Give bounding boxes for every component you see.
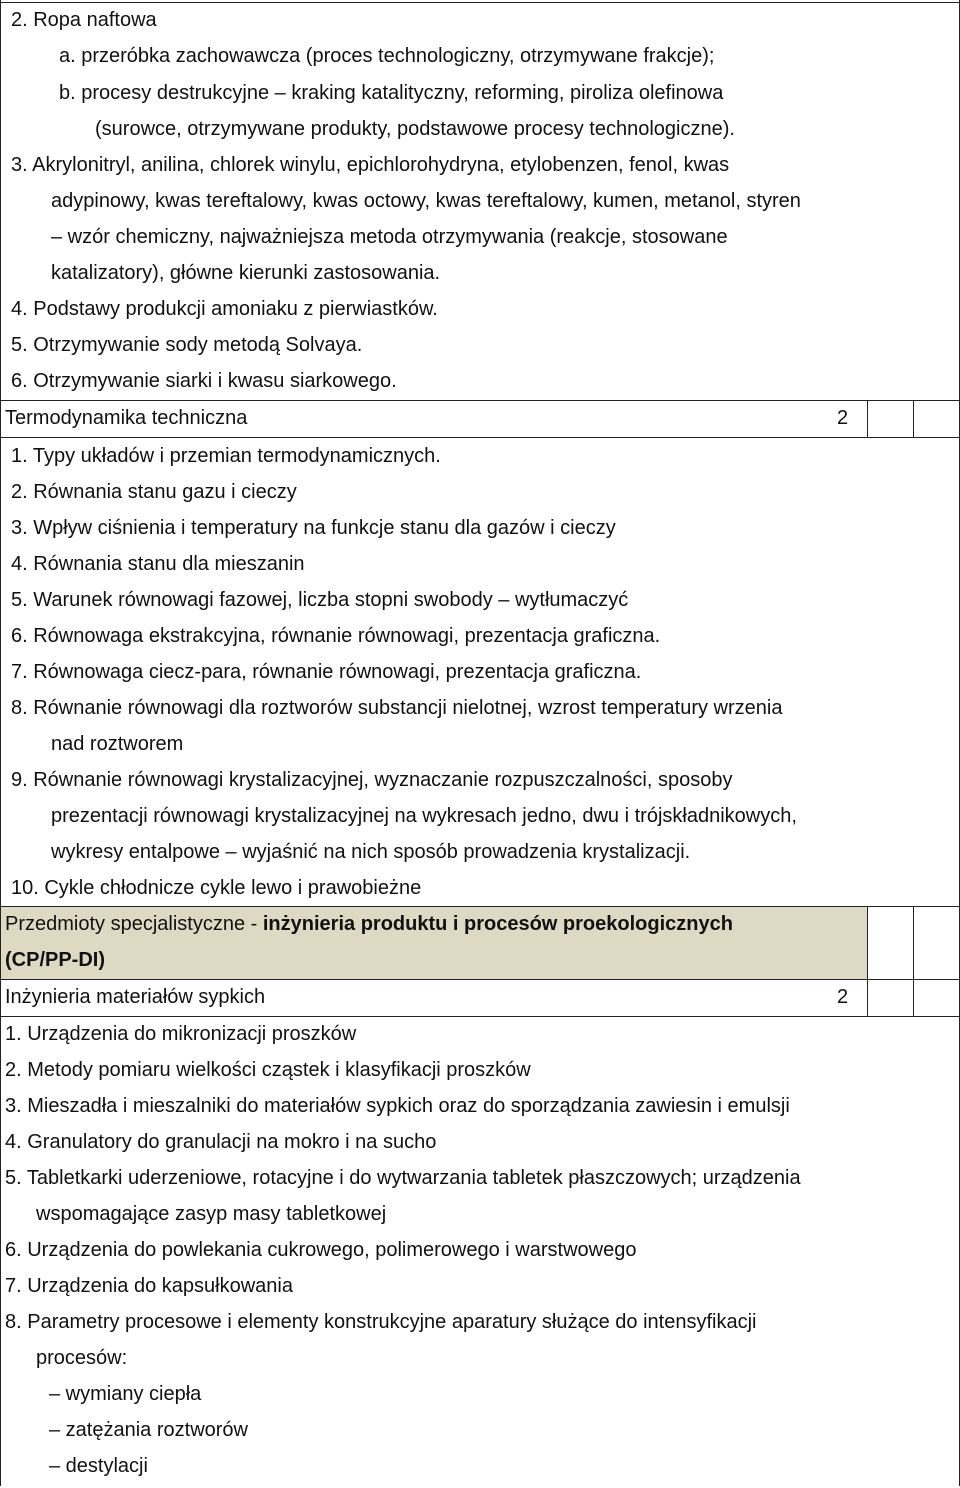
list-item: 4. Granulatory do granulacji na mokro i na sucho [5,1131,437,1153]
list-item: 7. Urządzenia do kapsułkowania [5,1275,293,1297]
list-item: 4. Podstawy produkcji amoniaku z pierwiastków. [11,298,438,320]
cell-divider [867,400,868,437]
list-item: prezentacji równowagi krystalizacyjnej na wykresach jedno, dwu i trójskładnikowych, [51,805,797,827]
list-item: 4. Równania stanu dla mieszanin [11,553,305,575]
section-title: inżynieria produktu i procesów proekologicznych [262,913,733,935]
list-item: 5. Tabletkarki uderzeniowe, rotacyjne i do wytwarzania tabletek płaszczowych; urządzenia [5,1167,801,1189]
list-item: 6. Równowaga ekstrakcyjna, równanie równowagi, prezentacja graficzna. [11,625,661,647]
list-item: katalizatory), główne kierunki zastosowania. [51,262,441,284]
section-prefix: Przedmioty specjalistyczne - [5,913,263,935]
cell-divider [913,400,914,437]
course-title: Termodynamika techniczna [5,407,248,429]
list-item: 5. Otrzymywanie sody metodą Solvaya. [11,334,363,356]
section-header-line2 [5,942,105,978]
course-hours: 2 [837,986,849,1008]
list-item: 3. Akrylonitryl, anilina, chlorek winylu, epichlorohydryna, etylobenzen, fenol, kwas [11,154,730,176]
cell-divider [867,979,868,1016]
list-item: 7. Równowaga ciecz-para, równanie równowagi, prezentacja graficzna. [11,661,642,683]
section-header-line1 [5,906,733,942]
list-item: wykresy entalpowe – wyjaśnić na nich sposób prowadzenia krystalizacji. [51,841,691,863]
list-item: 2. Ropa naftowa [11,9,157,31]
list-item: (surowce, otrzymywane produkty, podstawowe procesy technologiczne). [95,118,735,140]
list-item: b. procesy destrukcyjne – kraking katalityczny, reforming, piroliza olefinowa [59,82,724,104]
course-hours: 2 [837,407,849,429]
list-item: 6. Urządzenia do powlekania cukrowego, polimerowego i warstwowego [5,1239,637,1261]
list-item: 2. Metody pomiaru wielkości cząstek i klasyfikacji proszków [5,1059,531,1081]
cell-divider [867,906,868,979]
list-item: wspomagające zasyp masy tabletkowej [36,1203,387,1225]
dash-list-item: – zatężania roztworów [49,1419,248,1441]
list-item: 6. Otrzymywanie siarki i kwasu siarkowego. [11,370,397,392]
cell-divider [913,979,914,1016]
cell-divider [913,906,914,979]
list-item: nad roztworem [51,733,184,755]
list-item: 3. Mieszadła i mieszalniki do materiałów sypkich oraz do sporządzania zawiesin i emulsji [5,1095,790,1117]
list-item: 9. Równanie równowagi krystalizacyjnej, wyznaczanie rozpuszczalności, sposoby [11,769,733,791]
list-item: 2. Równania stanu gazu i cieczy [11,481,297,503]
section-code: (CP/PP-DI) [5,949,105,971]
list-item: 1. Typy układów i przemian termodynamicznych. [11,445,441,467]
list-item: 3. Wpływ ciśnienia i temperatury na funkcje stanu dla gazów i cieczy [11,517,616,539]
list-item: – wzór chemiczny, najważniejsza metoda otrzymywania (reakcje, stosowane [51,226,728,248]
list-item: 10. Cykle chłodnicze cykle lewo i prawobieżne [11,877,422,899]
course-title: Inżynieria materiałów sypkich [5,986,266,1008]
list-item: 8. Równanie równowagi dla roztworów substancji nielotnej, wzrost temperatury wrzenia [11,697,783,719]
dash-list-item: – wymiany ciepła [49,1383,202,1405]
list-item: 1. Urządzenia do mikronizacji proszków [5,1023,357,1045]
list-item: 5. Warunek równowagi fazowej, liczba stopni swobody – wytłumaczyć [11,589,629,611]
list-item: 8. Parametry procesowe i elementy konstrukcyjne aparatury służące do intensyfikacji [5,1311,757,1333]
list-item: a. przeróbka zachowawcza (proces technologiczny, otrzymywane frakcje); [59,45,715,67]
list-item: procesów: [36,1347,128,1369]
dash-list-item: – destylacji [49,1455,148,1477]
list-item: adypinowy, kwas tereftalowy, kwas octowy, kwas tereftalowy, kumen, metanol, styren [51,190,801,212]
